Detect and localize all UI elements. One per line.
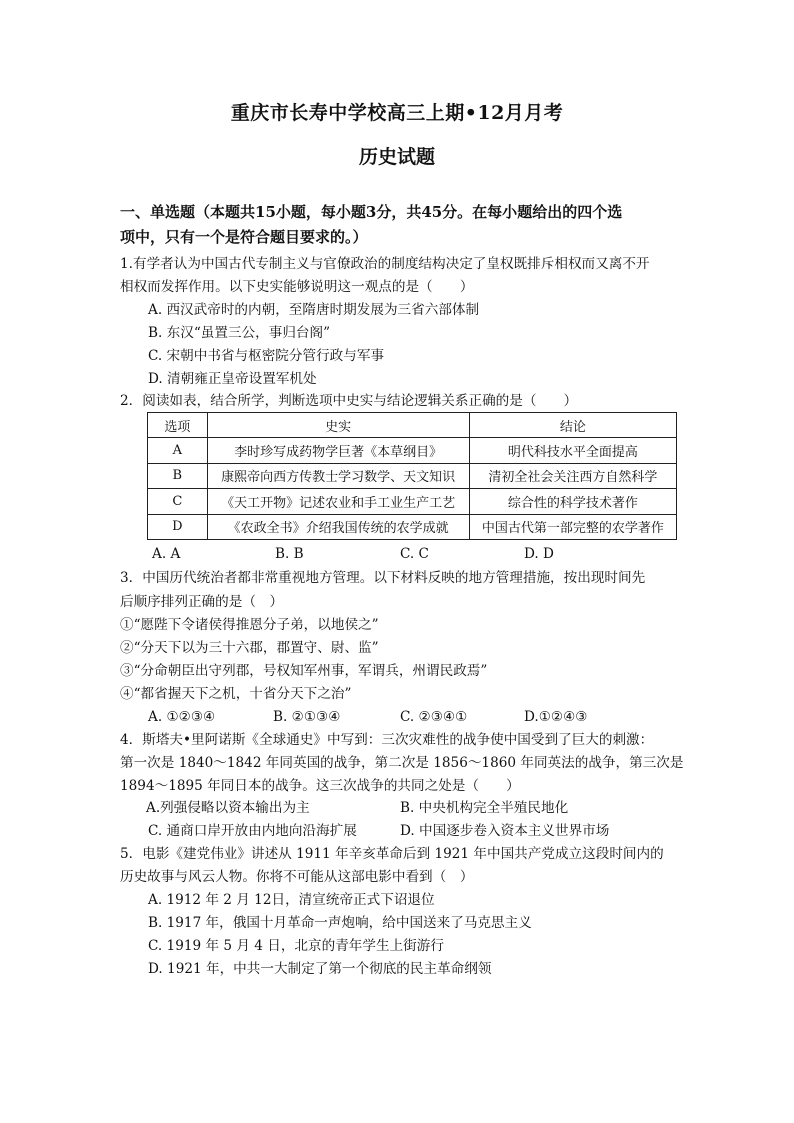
question-3-stem: 3．中国历代统治者都非常重视地方管理。以下材料反映的地方管理措施，按出现时间先 (120, 570, 646, 586)
q4-option-a: A.列强侵略以资本输出为主 (146, 800, 310, 816)
q3-option-d: D.①②④③ (524, 709, 588, 725)
q4-option-d: D. 中国逐步卷入资本主义世界市场 (400, 823, 610, 839)
q2-option-b: B. B (275, 546, 304, 562)
q1-option-c: C. 宋朝中书省与枢密院分管行政与军事 (148, 348, 385, 364)
q2-option-a: A. A (152, 546, 181, 562)
q5-option-c: C. 1919 年 5 月 4 日，北京的青年学生上街游行 (148, 938, 444, 954)
table-header: 选项 (148, 413, 208, 438)
page-title: 重庆市长寿中学校高三上期•12月月考 (230, 102, 564, 124)
table-cell: 综合性的科学技术著作 (469, 489, 676, 514)
table-cell: B (148, 463, 208, 488)
q4-option-b: B. 中央机构完全半殖民地化 (400, 800, 569, 816)
q3-item-3: ③“分命朝臣出守列郡，号权知军州事，军谓兵，州谓民政焉” (120, 663, 488, 679)
question-5-stem: 5．电影《建党伟业》讲述从 1911 年辛亥革命后到 1921 年中国共产党成立这段时间内的 (120, 846, 664, 862)
q3-item-2: ②“分天下以为三十六郡，郡置守、尉、监” (120, 640, 379, 656)
q1-option-d: D. 清朝雍正皇帝设置军机处 (148, 371, 317, 387)
page-subtitle: 历史试题 (358, 146, 435, 168)
question-4-stem-cont2: 1894～1895 年同日本的战争。这三次战争的共同之处是（ ） (120, 778, 520, 794)
q3-item-1: ①“愿陛下令诸侯得推恩分子弟，以地侯之” (120, 617, 379, 633)
section-heading-cont: 项中，只有一个是符合题目要求的。） (120, 228, 368, 246)
question-5-stem-cont: 历史故事与风云人物。你将不可能从这部电影中看到（ ） (120, 869, 474, 885)
table-header: 史实 (207, 413, 469, 438)
question-1-stem-cont: 相权而发挥作用。以下史实能够说明这一观点的是（ ） (120, 279, 474, 295)
q1-option-a: A. 西汉武帝时的内朝，至隋唐时期发展为三省六部体制 (148, 302, 480, 318)
table-cell: 康熙帝向西方传教士学习数学、天文知识 (207, 463, 469, 488)
q5-option-d: D. 1921 年，中共一大制定了第一个彻底的民主革命纲领 (148, 961, 492, 977)
question-1-stem: 1.有学者认为中国古代专制主义与官僚政治的制度结构决定了皇权既排斥相权而又离不开 (120, 256, 650, 272)
table-cell: 《农政全书》介绍我国传统的农学成就 (207, 514, 469, 539)
table-cell: C (148, 489, 208, 514)
q4-option-c: C. 通商口岸开放由内地向沿海扩展 (148, 823, 357, 839)
question-4-stem-cont: 第一次是 1840～1842 年同英国的战争，第二次是 1856～1860 年同英法的战争，第三次是 (120, 755, 684, 771)
table-cell: A (148, 438, 208, 463)
table-row (148, 463, 677, 488)
table-row (148, 438, 677, 463)
q3-option-b: B. ②①③④ (273, 709, 341, 725)
table-cell: 清初全社会关注西方自然科学 (469, 463, 676, 488)
table-row (148, 514, 677, 539)
table-cell: 《天工开物》记述农业和手工业生产工艺 (207, 489, 469, 514)
q1-option-b: B. 东汉“虽置三公，事归台阁” (148, 325, 331, 341)
table-header-row (148, 413, 677, 438)
section-heading: 一、单选题（本题共15小题，每小题3分，共45分。在每小题给出的四个选 (120, 203, 623, 221)
table-row (148, 489, 677, 514)
table-cell: 明代科技水平全面提高 (469, 438, 676, 463)
table-header: 结论 (469, 413, 676, 438)
table-cell: D (148, 514, 208, 539)
q5-option-a: A. 1912 年 2 月 12日，清宣统帝正式下诏退位 (148, 892, 435, 908)
q3-option-a: A. ①②③④ (148, 709, 216, 725)
table-cell: 中国古代第一部完整的农学著作 (469, 514, 676, 539)
q2-option-d: D. D (524, 546, 554, 562)
question-2-stem: 2．阅读如表，结合所学，判断选项中史实与结论逻辑关系正确的是（ ） (120, 393, 578, 409)
q5-option-b: B. 1917 年，俄国十月革命一声炮响，给中国送来了马克思主义 (148, 915, 532, 931)
q3-item-4: ④“都省握天下之机，十省分天下之治” (120, 686, 352, 702)
q2-option-c: C. C (400, 546, 429, 562)
q3-option-c: C. ②③④① (400, 709, 468, 725)
question-2-table (147, 412, 677, 540)
table-cell: 李时珍写成药物学巨著《本草纲目》 (207, 438, 469, 463)
question-3-stem-cont: 后顺序排列正确的是（ ） (120, 594, 284, 610)
question-4-stem: 4．斯塔夫•里阿诺斯《全球通史》中写到：三次灾难性的战争使中国受到了巨大的刺激： (120, 732, 654, 748)
